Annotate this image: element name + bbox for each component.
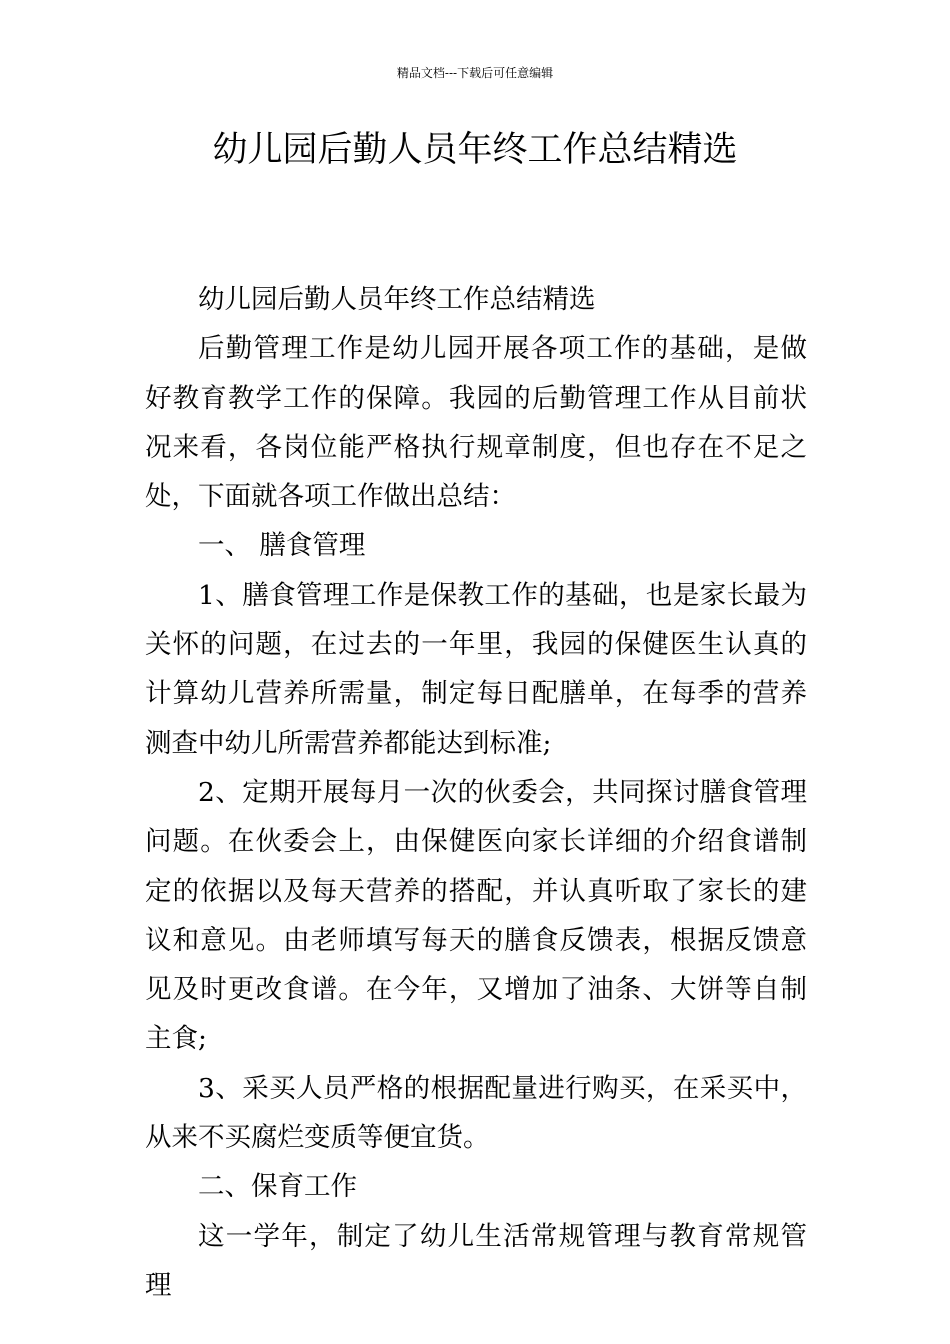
meals-item-1: 1、膳食管理工作是保教工作的基础，也是家长最为关怀的问题，在过去的一年里，我园的保健医生认真的计算幼儿营养所需量，制定每日配膳单，在每季的营养测查中幼儿所需营养都能达到标准; (145, 579, 807, 759)
intro-paragraph: 后勤管理工作是幼儿园开展各项工作的基础，是做好教育教学工作的保障。我园的后勤管理工作从目前状况来看，各岗位能严格执行规章制度，但也存在不足之处，下面就各项工作做出总结： (145, 333, 807, 513)
header-note: 精品文档---下载后可任意编辑 (396, 66, 554, 80)
document-title: 幼儿园后勤人员年终工作总结精选 (212, 130, 738, 170)
document-body (145, 275, 807, 1310)
meals-item-2: 2、定期开展每月一次的伙委会，共同探讨膳食管理问题。在伙委会上，由保健医向家长详细的介绍食谱制定的依据以及每天营养的搭配，并认真听取了家长的建议和意见。由老师填写每天的膳食反馈表，根据反馈意见及时更改食谱。在今年，又增加了油条、大饼等自制主食; (145, 776, 807, 1055)
meals-item-3: 3、采买人员严格的根据配量进行购买，在采买中，从来不买腐烂变质等便宜货。 (145, 1072, 807, 1154)
care-paragraph: 这一学年，制定了幼儿生活常规管理与教育常规管理 (145, 1220, 807, 1301)
section-heading-meals: 一、 膳食管理 (198, 530, 366, 562)
subtitle-paragraph: 幼儿园后勤人员年终工作总结精选 (198, 284, 596, 315)
section-heading-care: 二、保育工作 (198, 1171, 357, 1203)
